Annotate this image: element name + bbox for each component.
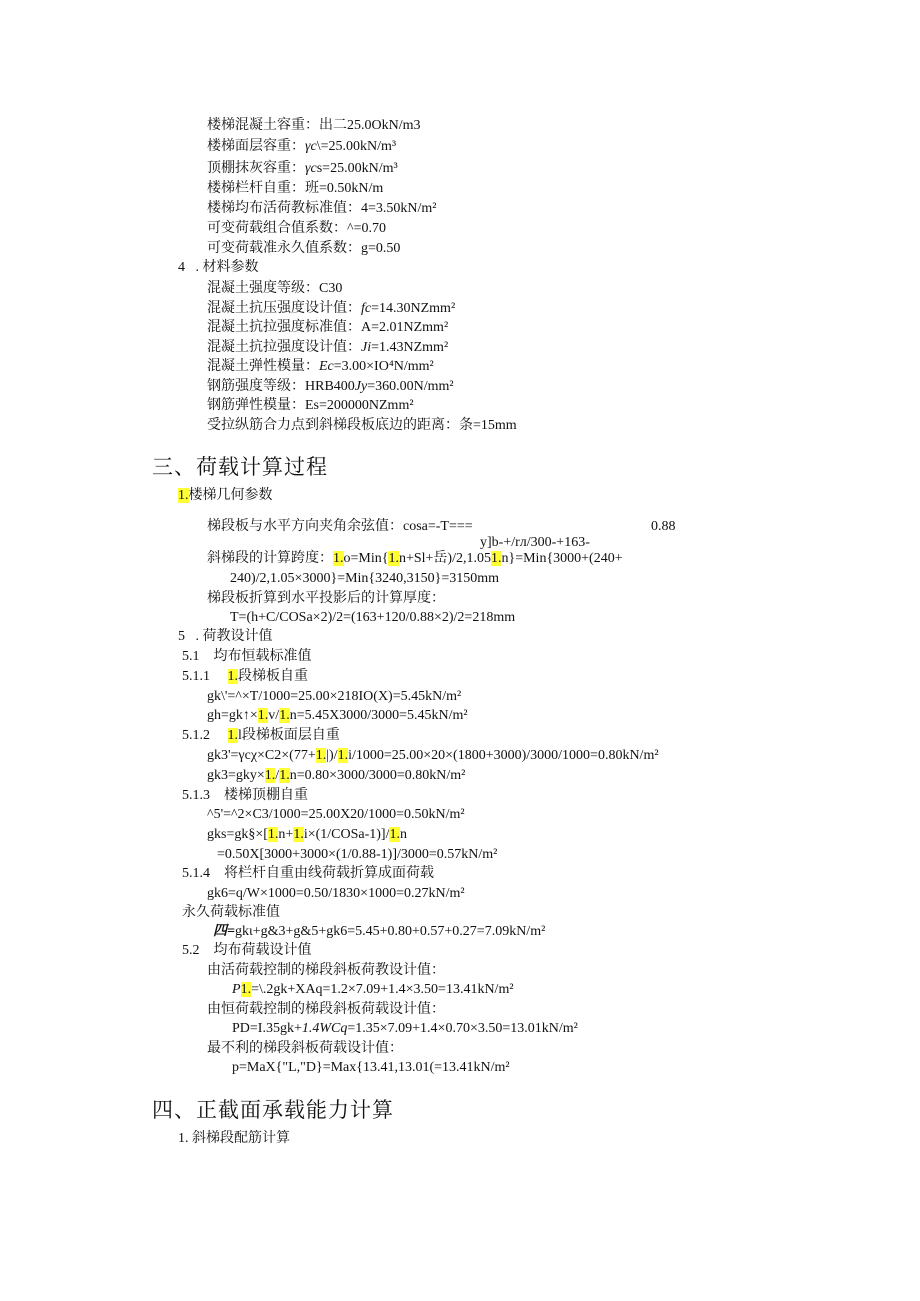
combo-factor-line: 可变荷载组合值系数：^=0.70 [207,221,386,236]
dead-control-line: 由恒荷载控制的梯段斜板荷载设计值： [207,1002,445,1017]
ftk-line: 混凝土抗拉强度标准值：A=2.01NZmm² [207,320,449,335]
quasi-factor-line: 可变荷载准永久值系数：g=0.50 [207,241,401,256]
s511-heading: 5.1.1 1.段梯板自重 [182,669,308,684]
fc-line: 混凝土抗压强度设计值：fc=14.30NZmm² [207,301,456,316]
live-load-line: 楼梯均布活荷教标准值：4=3.50kN/m² [207,201,437,216]
s511-formula-1: gk\'=^×T/1000=25.00×218IO(X)=5.45kN/m² [207,689,462,704]
concrete-density-line: 楼梯混凝土容重：出二25.0OkN/m3 [207,118,421,133]
live-control-line: 由活荷载控制的梯段斜板荷教设计值： [207,963,445,978]
s512-heading: 5.1.2 1.l段梯板面层自重 [182,728,340,743]
materials-heading: 4 . 材料参数 [178,260,259,275]
concrete-grade-line: 混凝土强度等级：C30 [207,281,343,296]
thickness-line-2: T=(h+C/COSa×2)/2=(163+120/0.88×2)/2=218mm [230,610,516,625]
s511-formula-2: gh=gk↑×1.v/1.n=5.45X3000/3000=5.45kN/m² [207,708,468,723]
s51-heading: 5.1 均布恒载标准值 [182,649,312,664]
steel-grade-line: 钢筋强度等级：HRB400Jy=360.00N/mm² [207,379,454,394]
cover-line: 受拉纵筋合力点到斜梯段板底边的距离：条=15mm [207,418,517,433]
pd-formula: PD=I.35gk+1.4WCq=1.35×7.09+1.4×0.70×3.50=13.01kN/m² [232,1021,578,1036]
span-line-2: 240)/2,1.05×3000}=Min{3240,3150}=3150mm [230,571,500,586]
s514-heading: 5.1.4 将栏杆自重由线荷载折算成面荷载 [182,866,434,881]
permanent-load-title: 永久荷载标准值 [182,905,280,920]
design-heading: 5 . 荷教设计值 [178,629,273,644]
thickness-line-1: 梯段板折算到水平投影后的计算厚度： [207,591,445,606]
section4-title: 四、正截面承载能力计算 [152,1098,394,1122]
s514-formula: gk6=q/W×1000=0.50/1830×1000=0.27kN/m² [207,886,465,901]
s512-formula-1: gk3'=γcχ×C2×(77+1.|)/1.i/1000=25.00×20×(1800+3000)/3000/1000=0.80kN/m² [207,748,659,763]
ceiling-density-line: 顶棚抹灰容重：γcs=25.00kN/m³ [207,161,398,176]
railing-weight-line: 楼梯栏杆自重：班=0.50kN/m [207,181,384,196]
cos-line: 梯段板与水平方向夹角余弦值：cosa=-T=== [207,519,473,534]
surface-density-line: 楼梯面层容重：γc\=25.00kN/m³ [207,139,397,154]
worst-case-line: 最不利的梯段斜板荷载设计值： [207,1041,403,1056]
permanent-load-formula: 四=gkι+g&3+g&5+gk6=5.45+0.80+0.57+0.27=7.09kN/m² [213,924,546,939]
s512-formula-2: gk3=gky×1./1.n=0.80×3000/3000=0.80kN/m² [207,768,466,783]
pmax-formula: p=MaX{"L,"D}=Max{13.41,13.01(=13.41kN/m² [232,1060,510,1075]
cos-denominator: y]b-+/rл/300-+163- [480,535,590,550]
section4-subheading: 1. 斜梯段配筋计算 [178,1131,290,1146]
es-line: 钢筋弹性模量：Es=200000NZmm² [207,398,414,413]
s513-formula-1: ^5'=^2×C3/1000=25.00X20/1000=0.50kN/m² [207,807,465,822]
ft-line: 混凝土抗拉强度设计值：Ji=1.43NZmm² [207,340,449,355]
geometry-heading: 1.楼梯几何参数 [178,488,273,503]
s513-formula-2: gks=gk§×[1.n+1.i×(1/COSa-1)]/1.n [207,827,407,842]
s513-heading: 5.1.3 楼梯顶棚自重 [182,788,308,803]
ec-line: 混凝土弹性模量：Ec=3.00×IO⁴N/mm² [207,359,434,374]
s513-formula-3: =0.50X[3000+3000×(1/0.88-1)]/3000=0.57kN/m² [217,847,498,862]
span-line-1: 斜梯段的计算跨度：1.o=Min{1.n+Sl+岳)/2,1.051.n}=Min{3000+(240+ [207,551,623,566]
s52-heading: 5.2 均布荷载设计值 [182,943,312,958]
pl-formula: P1.=\.2gk+XAq=1.2×7.09+1.4×3.50=13.41kN/m² [232,982,514,997]
section3-title: 三、荷载计算过程 [152,455,328,479]
cos-value: 0.88 [651,519,676,534]
